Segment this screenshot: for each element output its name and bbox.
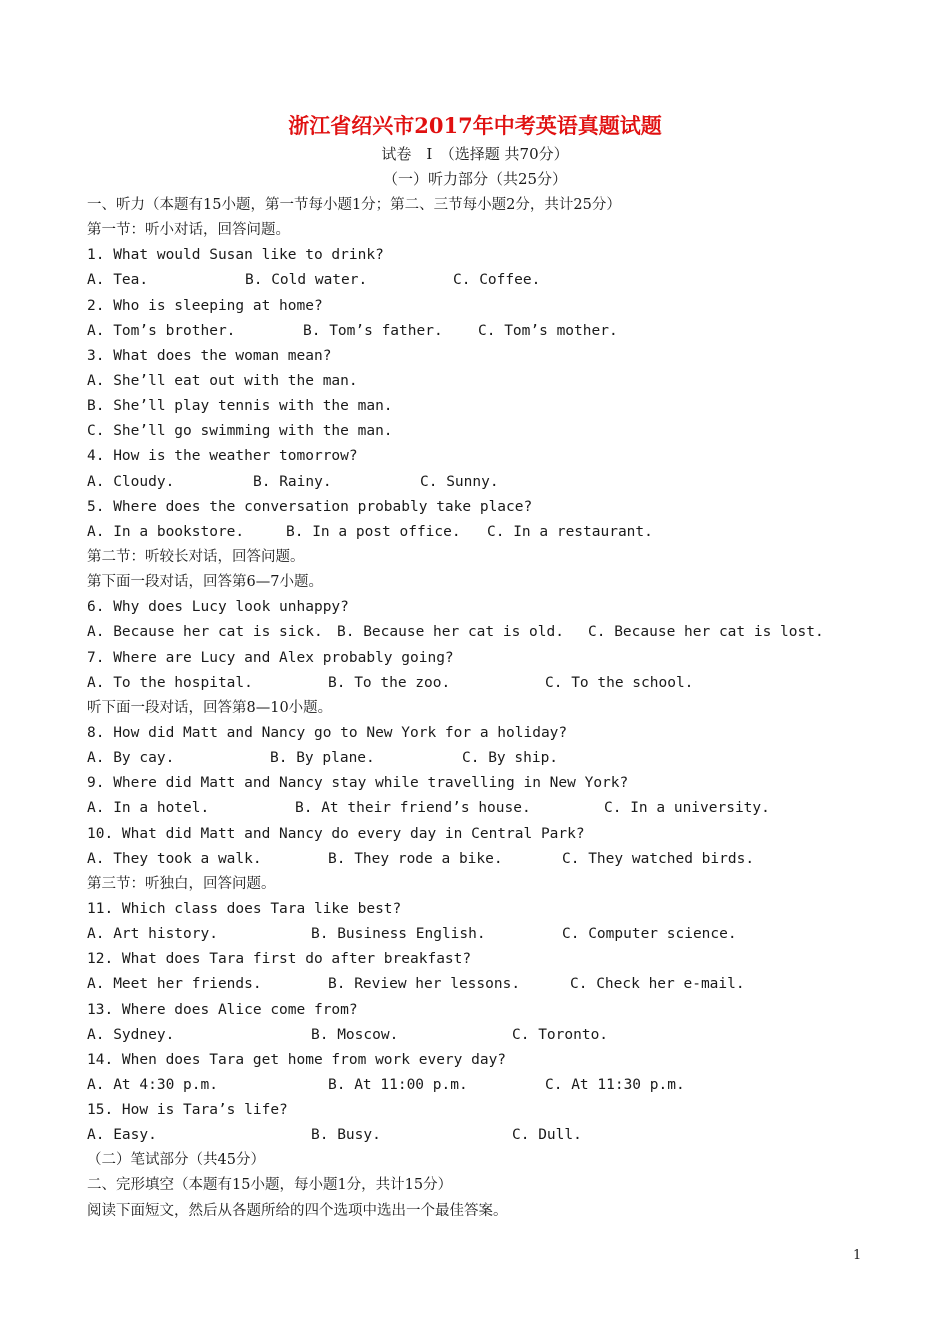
answer-option: B. Business English. bbox=[311, 926, 486, 943]
answer-option: B. Review her lessons. bbox=[328, 976, 521, 993]
question-text: 10. What did Matt and Nancy do every day in Central Park? bbox=[87, 825, 585, 842]
answer-option: C. In a university. bbox=[604, 800, 770, 817]
question-text: C. She’ll go swimming with the man. bbox=[87, 423, 393, 440]
answer-option: A. Tom’s brother. bbox=[87, 322, 236, 339]
listening-part-heading: （一）听力部分（共25分） bbox=[382, 170, 568, 188]
answer-option: A. In a bookstore. bbox=[87, 523, 245, 540]
answer-option: A. At 4:30 p.m. bbox=[87, 1076, 218, 1093]
answer-option: C. Coffee. bbox=[453, 272, 541, 289]
answer-option: A. By cay. bbox=[87, 750, 175, 767]
question-text: 1. What would Susan like to drink? bbox=[87, 247, 384, 264]
answer-option: C. Check her e-mail. bbox=[570, 976, 745, 993]
answer-options-row bbox=[87, 1123, 887, 1148]
section-instruction: 第下面一段对话，回答第6—7小题。 bbox=[87, 574, 323, 591]
question-text: 6. Why does Lucy look unhappy? bbox=[87, 599, 349, 616]
answer-option: C. Dull. bbox=[512, 1127, 582, 1144]
section-instruction: 二、完形填空（本题有15小题，每小题1分，共计15分） bbox=[87, 1177, 453, 1194]
answer-option: C. Computer science. bbox=[562, 926, 737, 943]
answer-options-row bbox=[87, 620, 887, 645]
answer-option: B. To the zoo. bbox=[328, 674, 451, 691]
answer-option: A. Art history. bbox=[87, 926, 218, 943]
answer-options-row bbox=[87, 470, 887, 495]
answer-options-row bbox=[87, 972, 887, 997]
exam-body bbox=[87, 193, 887, 1224]
paper-section-heading: 试卷 Ⅰ （选择题 共70分） bbox=[381, 145, 569, 163]
question-text: 12. What does Tara first do after breakfast? bbox=[87, 951, 472, 968]
answer-option: B. Moscow. bbox=[311, 1026, 399, 1043]
answer-option: C. They watched birds. bbox=[562, 850, 755, 867]
answer-option: A. They took a walk. bbox=[87, 850, 262, 867]
answer-option: B. Busy. bbox=[311, 1127, 381, 1144]
question-text: B. She’ll play tennis with the man. bbox=[87, 398, 393, 415]
answer-option: B. Because her cat is old. bbox=[337, 624, 564, 641]
question-text: 2. Who is sleeping at home? bbox=[87, 297, 323, 314]
answer-option: A. Sydney. bbox=[87, 1026, 175, 1043]
section-instruction: 一、听力（本题有15小题，第一节每小题1分；第二、三节每小题2分，共计25分） bbox=[87, 197, 621, 213]
answer-option: C. By ship. bbox=[462, 750, 559, 767]
answer-option: C. In a restaurant. bbox=[487, 523, 653, 540]
question-text: 14. When does Tara get home from work every day? bbox=[87, 1051, 507, 1068]
answer-options-row bbox=[87, 671, 887, 696]
question-text: A. She’ll eat out with the man. bbox=[87, 372, 358, 389]
answer-option: C. Tom’s mother. bbox=[478, 322, 618, 339]
answer-option: B. Cold water. bbox=[245, 272, 368, 289]
answer-options-row bbox=[87, 1073, 887, 1098]
answer-option: A. In a hotel. bbox=[87, 800, 210, 817]
answer-option: A. Meet her friends. bbox=[87, 976, 262, 993]
section-instruction: 第一节：听小对话，回答问题。 bbox=[87, 222, 290, 239]
answer-options-row bbox=[87, 746, 887, 771]
question-text: 7. Where are Lucy and Alex probably going? bbox=[87, 649, 454, 666]
answer-option: B. They rode a bike. bbox=[328, 850, 503, 867]
section-instruction: 听下面一段对话，回答第8—10小题。 bbox=[87, 699, 333, 716]
section-instruction: 第三节：听独白，回答问题。 bbox=[87, 875, 276, 892]
section-instruction: 阅读下面短文，然后从各题所给的四个选项中选出一个最佳答案。 bbox=[87, 1202, 508, 1219]
answer-option: C. To the school. bbox=[545, 674, 694, 691]
question-text: 9. Where did Matt and Nancy stay while travelling in New York? bbox=[87, 775, 629, 792]
section-instruction: 第二节：听较长对话，回答问题。 bbox=[87, 548, 305, 565]
answer-option: B. Rainy. bbox=[253, 473, 332, 490]
answer-option: C. Sunny. bbox=[420, 473, 499, 490]
question-text: 4. How is the weather tomorrow? bbox=[87, 448, 358, 465]
answer-option: B. At 11:00 p.m. bbox=[328, 1076, 468, 1093]
answer-options-row bbox=[87, 520, 887, 545]
question-text: 15. How is Tara’s life? bbox=[87, 1102, 288, 1119]
answer-option: A. To the hospital. bbox=[87, 674, 253, 691]
answer-options-row bbox=[87, 268, 887, 293]
answer-options-row bbox=[87, 847, 887, 872]
answer-options-row bbox=[87, 319, 887, 344]
answer-options-row bbox=[87, 796, 887, 821]
answer-option: A. Easy. bbox=[87, 1127, 157, 1144]
answer-option: C. Toronto. bbox=[512, 1026, 609, 1043]
answer-option: B. Tom’s father. bbox=[303, 322, 443, 339]
exam-title: 浙江省绍兴市2017年中考英语真题试题 bbox=[288, 113, 662, 138]
answer-options-row bbox=[87, 1023, 887, 1048]
question-text: 8. How did Matt and Nancy go to New York for a holiday? bbox=[87, 724, 568, 741]
answer-option: A. Cloudy. bbox=[87, 473, 175, 490]
question-text: 3. What does the woman mean? bbox=[87, 347, 332, 364]
question-text: 5. Where does the conversation probably take place? bbox=[87, 498, 533, 515]
page-number: 1 bbox=[853, 1248, 862, 1263]
section-instruction: （二）笔试部分（共45分） bbox=[87, 1152, 265, 1169]
question-text: 11. Which class does Tara like best? bbox=[87, 900, 402, 917]
answer-option: B. At their friend’s house. bbox=[295, 800, 531, 817]
answer-option: C. Because her cat is lost. bbox=[588, 624, 824, 641]
answer-option: C. At 11:30 p.m. bbox=[545, 1076, 685, 1093]
answer-option: B. By plane. bbox=[270, 750, 375, 767]
answer-option: A. Because her cat is sick. bbox=[87, 624, 323, 641]
question-text: 13. Where does Alice come from? bbox=[87, 1001, 358, 1018]
answer-option: A. Tea. bbox=[87, 272, 149, 289]
answer-options-row bbox=[87, 922, 887, 947]
answer-option: B. In a post office. bbox=[286, 523, 461, 540]
